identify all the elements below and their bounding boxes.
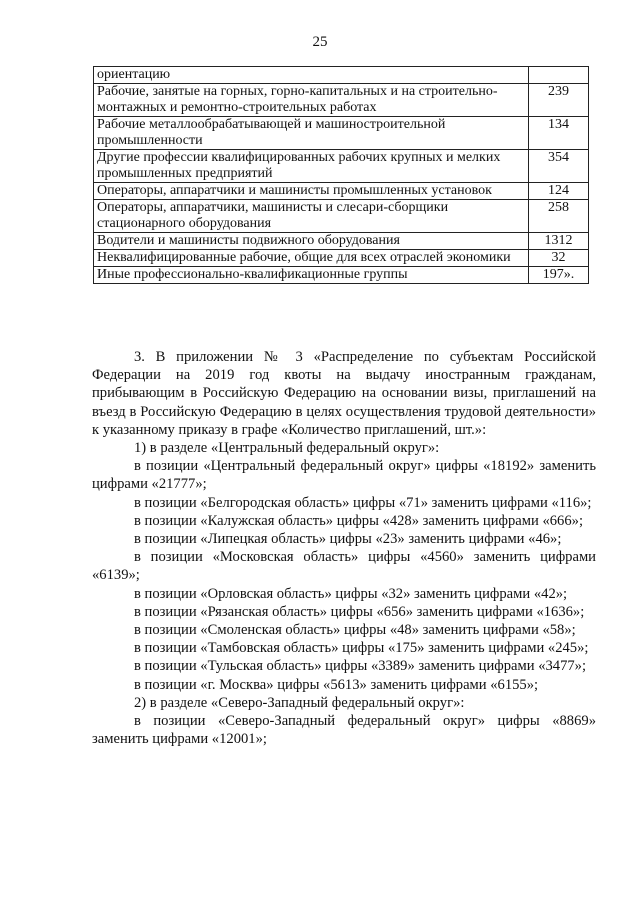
table-cell-profession: Операторы, аппаратчики, машинисты и слесари-сборщики стационарного оборудования [94, 200, 529, 233]
table-row [94, 250, 589, 267]
table-cell-profession: ориентацию [94, 67, 529, 84]
amendment-line: в позиции «Северо-Западный федеральный округ» цифры «8869» заменить цифрами «12001»; [92, 713, 596, 748]
amendment-line: в позиции «Тамбовская область» цифры «175» заменить цифрами «245»; [134, 640, 589, 657]
table-cell-quota: 134 [529, 117, 589, 150]
document-body [92, 348, 596, 748]
amendment-line: в позиции «Тульская область» цифры «3389» заменить цифрами «3477»; [134, 658, 587, 675]
table-cell-profession: Операторы, аппаратчики и машинисты промышленных установок [94, 183, 529, 200]
table-cell-profession: Иные профессионально-квалификационные группы [94, 267, 529, 284]
amendment-line: в позиции «Белгородская область» цифры «71» заменить цифрами «116»; [134, 494, 592, 511]
section-heading-central: 1) в разделе «Центральный федеральный округ»: [134, 440, 440, 457]
amendment-line: в позиции «Калужская область» цифры «428» заменить цифрами «666»; [134, 512, 584, 529]
page-number: 25 [312, 34, 328, 50]
table-cell-quota: 124 [529, 183, 589, 200]
table-cell-profession: Неквалифицированные рабочие, общие для всех отраслей экономики [94, 250, 529, 267]
table-row [94, 150, 589, 183]
table-row [94, 67, 589, 84]
amendment-line: в позиции «Липецкая область» цифры «23» заменить цифрами «46»; [134, 531, 562, 548]
table-cell-quota: 197». [529, 267, 589, 284]
table-cell-quota: 239 [529, 84, 589, 117]
table-cell-quota: 1312 [529, 233, 589, 250]
section-heading-northwest: 2) в разделе «Северо-Западный федеральный округ»: [134, 694, 465, 711]
quota-table [93, 66, 589, 284]
table-row [94, 183, 589, 200]
amendment-line: в позиции «Орловская область» цифры «32» заменить цифрами «42»; [134, 585, 568, 602]
amendment-line: в позиции «Рязанская область» цифры «656» заменить цифрами «1636»; [134, 603, 585, 620]
table-cell-quota: 258 [529, 200, 589, 233]
table-cell-profession: Другие профессии квалифицированных рабочих крупных и мелких промышленных предприятий [94, 150, 529, 183]
amendment-line: в позиции «Центральный федеральный округ» цифры «18192» заменить цифрами «21777»; [92, 458, 596, 493]
table-row [94, 233, 589, 250]
table-cell-quota: 32 [529, 250, 589, 267]
paragraph-item-3: 3. В приложении № 3 «Распределение по субъектам Российской Федерации на 2019 год квоты на выдачу иностранным гражданам, прибывающим в Российскую Федерацию на основании визы, приглашений на въезд в Российскую Федерацию в целях осуществления трудовой деятельности» к указанному приказу в графе «Количество приглашений, шт.»: [92, 349, 596, 438]
table-row [94, 200, 589, 233]
table-cell-quota [529, 67, 589, 84]
table-row [94, 267, 589, 284]
table-row [94, 117, 589, 150]
amendment-line: в позиции «г. Москва» цифры «5613» заменить цифрами «6155»; [134, 676, 539, 693]
amendment-line: в позиции «Смоленская область» цифры «48» заменить цифрами «58»; [134, 622, 576, 639]
amendment-line: в позиции «Московская область» цифры «4560» заменить цифрами «6139»; [92, 549, 596, 584]
table-cell-profession: Рабочие, занятые на горных, горно-капитальных и на строительно-монтажных и ремонтно-строительных работах [94, 84, 529, 117]
table-row [94, 84, 589, 117]
table-cell-profession: Водители и машинисты подвижного оборудования [94, 233, 529, 250]
table-cell-quota: 354 [529, 150, 589, 183]
table-cell-profession: Рабочие металлообрабатывающей и машиностроительной промышленности [94, 117, 529, 150]
